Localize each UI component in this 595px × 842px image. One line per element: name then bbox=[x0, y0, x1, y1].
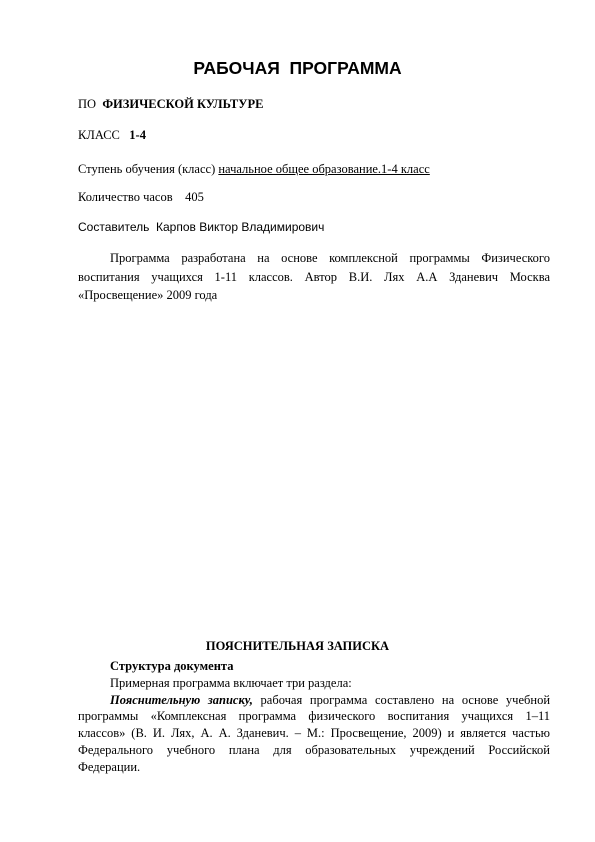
subject-name: ФИЗИЧЕСКОЙ КУЛЬТУРЕ bbox=[102, 97, 264, 111]
subject-line bbox=[78, 97, 263, 112]
stage-line bbox=[78, 162, 430, 177]
intro-line-3: «Просвещение» 2009 года bbox=[78, 288, 218, 302]
note-line-3: программы «Комплексная программа физического воспитания учащихся 1–11 bbox=[78, 709, 550, 724]
intro-line-2: воспитания учащихся 1-11 классов. Автор В.И. Лях А.А Зданевич Москва bbox=[78, 269, 550, 284]
note-line-1: Примерная программа включает три раздела: bbox=[110, 675, 352, 690]
author-line: Составитель Карпов Виктор Владимирович bbox=[78, 220, 325, 234]
class-label: КЛАСС bbox=[78, 128, 130, 142]
section-heading: ПОЯСНИТЕЛЬНАЯ ЗАПИСКА bbox=[205, 639, 390, 653]
class-value: 1-4 bbox=[129, 128, 146, 142]
intro-line-1: Программа разработана на основе комплексной программы Физического bbox=[110, 251, 550, 265]
hours-line bbox=[78, 190, 204, 205]
note-line-6: Федерации. bbox=[78, 759, 141, 774]
hours-value: 405 bbox=[185, 190, 204, 204]
subject-prefix: ПО bbox=[78, 97, 103, 111]
intro-paragraph bbox=[78, 249, 550, 305]
note-line-4: классов» (В. И. Лях, А. А. Зданевич. – М.: Просвещение, 2009) и является частью bbox=[78, 726, 550, 741]
explanatory-note bbox=[78, 658, 550, 776]
document-title: РАБОЧАЯ ПРОГРАММА bbox=[193, 58, 402, 78]
note-line-5: Федерального учебного плана для образовательных учреждений Российской bbox=[78, 742, 550, 757]
hours-label: Количество часов bbox=[78, 190, 186, 204]
class-line bbox=[78, 128, 146, 143]
stage-label: Ступень обучения (класс) bbox=[78, 162, 219, 176]
note-line-2: Пояснительную записку, рабочая программа составлено на основе учебной bbox=[110, 692, 551, 707]
structure-heading: Структура документа bbox=[110, 659, 234, 673]
stage-value: начальное общее образование.1-4 класс bbox=[218, 162, 430, 176]
note-emphasis: Пояснительную записку, bbox=[110, 692, 253, 707]
